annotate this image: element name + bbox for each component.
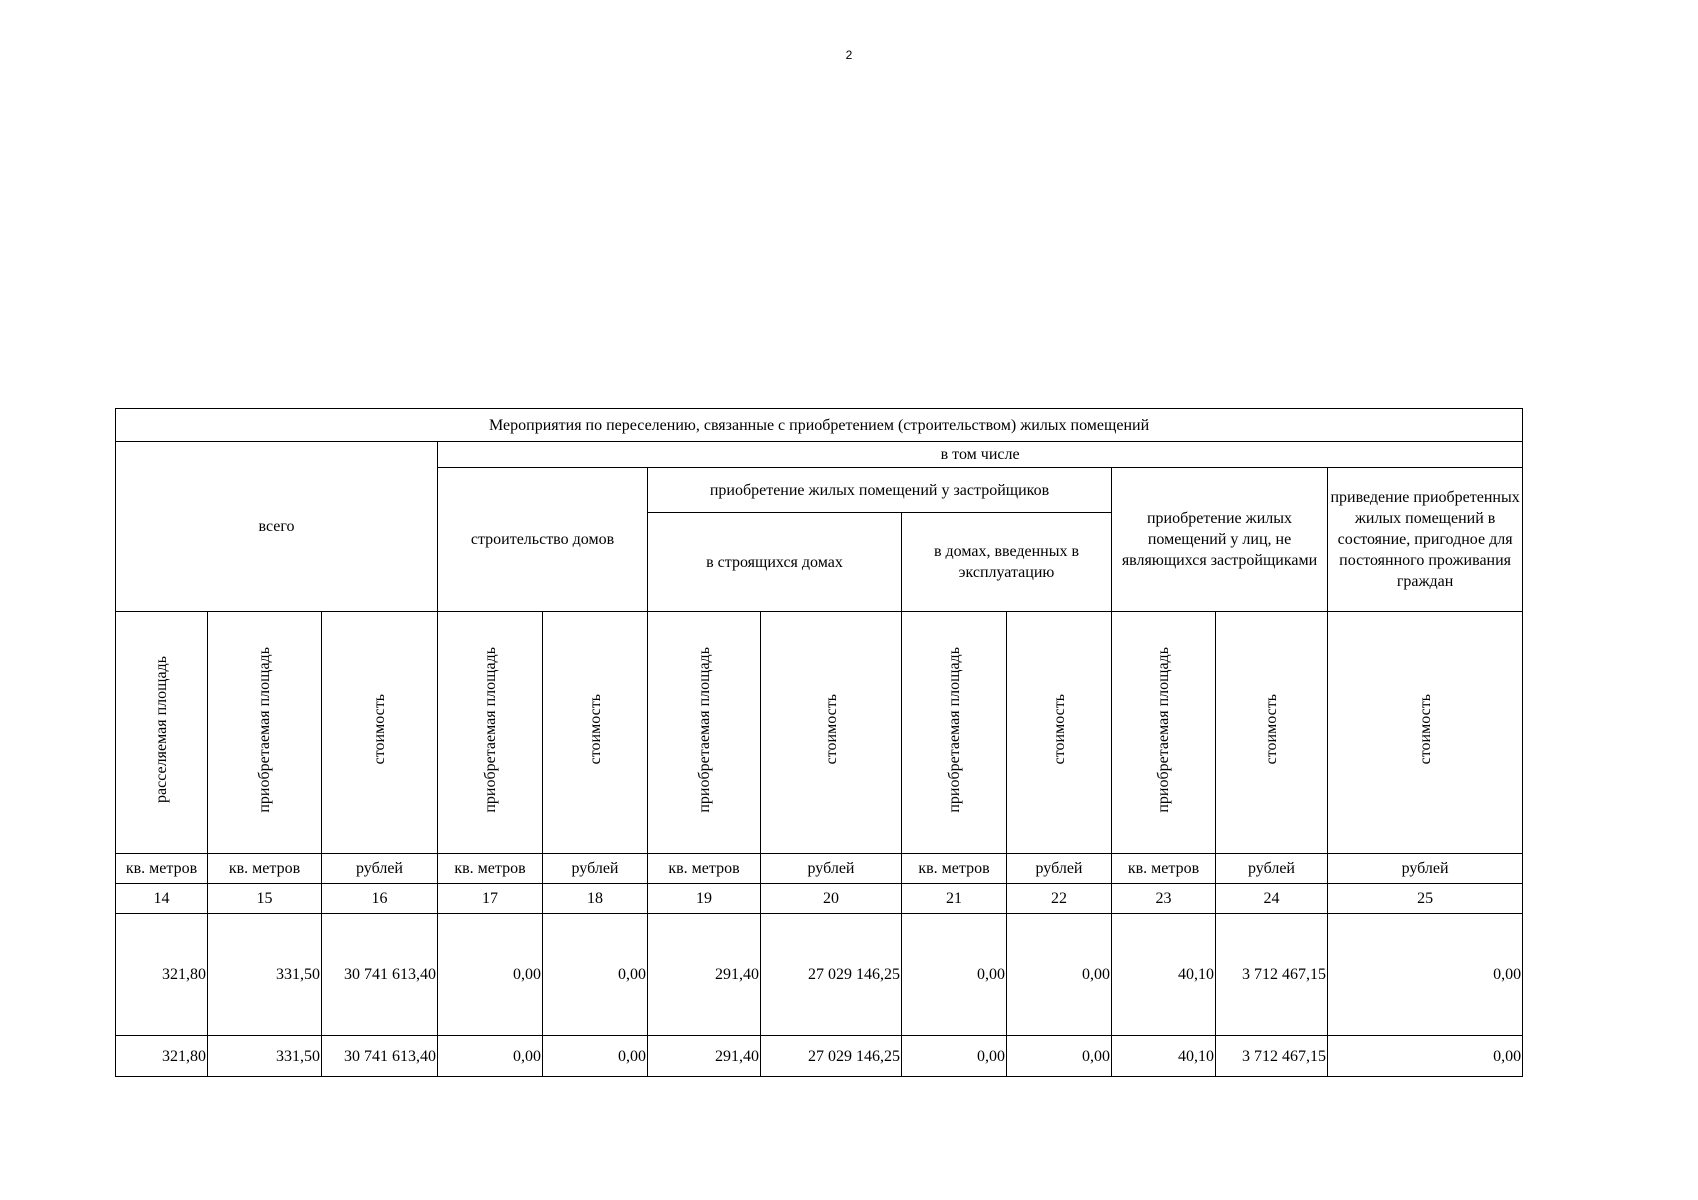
total-row: [116, 1036, 1523, 1077]
table-cell: 40,10: [1112, 1036, 1216, 1077]
table-cell: 0,00: [1328, 1036, 1523, 1077]
column-header: [1328, 612, 1523, 854]
column-number: 19: [648, 884, 761, 914]
column-header-text: приобретаемая площадь: [1155, 646, 1172, 813]
table-cell: 0,00: [543, 1036, 648, 1077]
table-row: [116, 914, 1523, 1036]
column-header-text: стоимость: [1050, 694, 1068, 765]
column-header-text: приобретаемая площадь: [945, 646, 963, 813]
header-commissioned: в домах, введенных в эксплуатацию: [902, 513, 1112, 612]
column-number: 23: [1112, 884, 1216, 914]
table-cell: 3 712 467,15: [1216, 914, 1328, 1036]
column-number: 21: [902, 884, 1007, 914]
column-number: 17: [438, 884, 543, 914]
column-header-text: стоимость: [1263, 694, 1280, 765]
unit-cell: кв. метров: [116, 854, 208, 884]
column-number: 16: [322, 884, 438, 914]
table-cell: 0,00: [1007, 914, 1112, 1036]
table-title: Мероприятия по переселению, связанные с приобретением (строительством) жилых помещений: [116, 409, 1523, 442]
table-cell: 3 712 467,15: [1216, 1036, 1328, 1077]
column-header: [322, 612, 438, 854]
column-header-text: расселяемая площадь: [153, 656, 170, 803]
unit-cell: рублей: [543, 854, 648, 884]
table-cell: 27 029 146,25: [761, 914, 902, 1036]
table-cell: 321,80: [116, 914, 208, 1036]
unit-cell: кв. метров: [208, 854, 322, 884]
unit-cell: рублей: [322, 854, 438, 884]
column-header-text: приобретаемая площадь: [695, 646, 713, 813]
table-cell: 30 741 613,40: [322, 1036, 438, 1077]
header-total: всего: [116, 442, 438, 612]
table-cell: 27 029 146,25: [761, 1036, 902, 1077]
header-including: в том числе: [438, 442, 1523, 468]
column-number: 25: [1328, 884, 1523, 914]
header-developers: приобретение жилых помещений у застройщиков: [648, 468, 1112, 513]
column-header-text: стоимость: [371, 694, 388, 765]
unit-cell: рублей: [1007, 854, 1112, 884]
column-header: [543, 612, 648, 854]
header-non-developers: приобретение жилых помещений у лиц, не являющихся застройщиками: [1112, 468, 1328, 612]
column-header: [1112, 612, 1216, 854]
column-number: 22: [1007, 884, 1112, 914]
column-header-text: стоимость: [1416, 694, 1434, 765]
column-header: [116, 612, 208, 854]
column-number: 14: [116, 884, 208, 914]
column-header: [902, 612, 1007, 854]
table-cell: 331,50: [208, 1036, 322, 1077]
column-number: 15: [208, 884, 322, 914]
table-cell: 0,00: [438, 914, 543, 1036]
table-cell: 291,40: [648, 1036, 761, 1077]
unit-cell: рублей: [1216, 854, 1328, 884]
table-cell: 291,40: [648, 914, 761, 1036]
column-number: 24: [1216, 884, 1328, 914]
table-cell: 0,00: [543, 914, 648, 1036]
column-header: [1216, 612, 1328, 854]
table-cell: 321,80: [116, 1036, 208, 1077]
resettlement-table: [115, 408, 1523, 1077]
header-construction: строительство домов: [438, 468, 648, 612]
table-cell: 0,00: [902, 1036, 1007, 1077]
column-header-text: приобретаемая площадь: [481, 646, 499, 813]
table-cell: 331,50: [208, 914, 322, 1036]
unit-cell: кв. метров: [902, 854, 1007, 884]
header-bringing: приведение приобретенных жилых помещений в состояние, пригодное для постоянного проживания граждан: [1328, 468, 1523, 612]
unit-cell: рублей: [761, 854, 902, 884]
column-header-text: приобретаемая площадь: [256, 646, 273, 813]
column-header-text: стоимость: [822, 694, 840, 765]
column-header: [761, 612, 902, 854]
unit-cell: кв. метров: [438, 854, 543, 884]
table-cell: 0,00: [438, 1036, 543, 1077]
column-number: 20: [761, 884, 902, 914]
table-cell: 30 741 613,40: [322, 914, 438, 1036]
column-header: [1007, 612, 1112, 854]
column-header-text: стоимость: [586, 694, 604, 765]
unit-cell: кв. метров: [1112, 854, 1216, 884]
table-cell: 0,00: [1328, 914, 1523, 1036]
page-number: 2: [845, 48, 853, 62]
column-number: 18: [543, 884, 648, 914]
table-cell: 0,00: [1007, 1036, 1112, 1077]
column-header: [438, 612, 543, 854]
table-cell: 40,10: [1112, 914, 1216, 1036]
unit-cell: рублей: [1328, 854, 1523, 884]
table-cell: 0,00: [902, 914, 1007, 1036]
column-header: [208, 612, 322, 854]
column-header: [648, 612, 761, 854]
unit-cell: кв. метров: [648, 854, 761, 884]
header-under-construction: в строящихся домах: [648, 513, 902, 612]
